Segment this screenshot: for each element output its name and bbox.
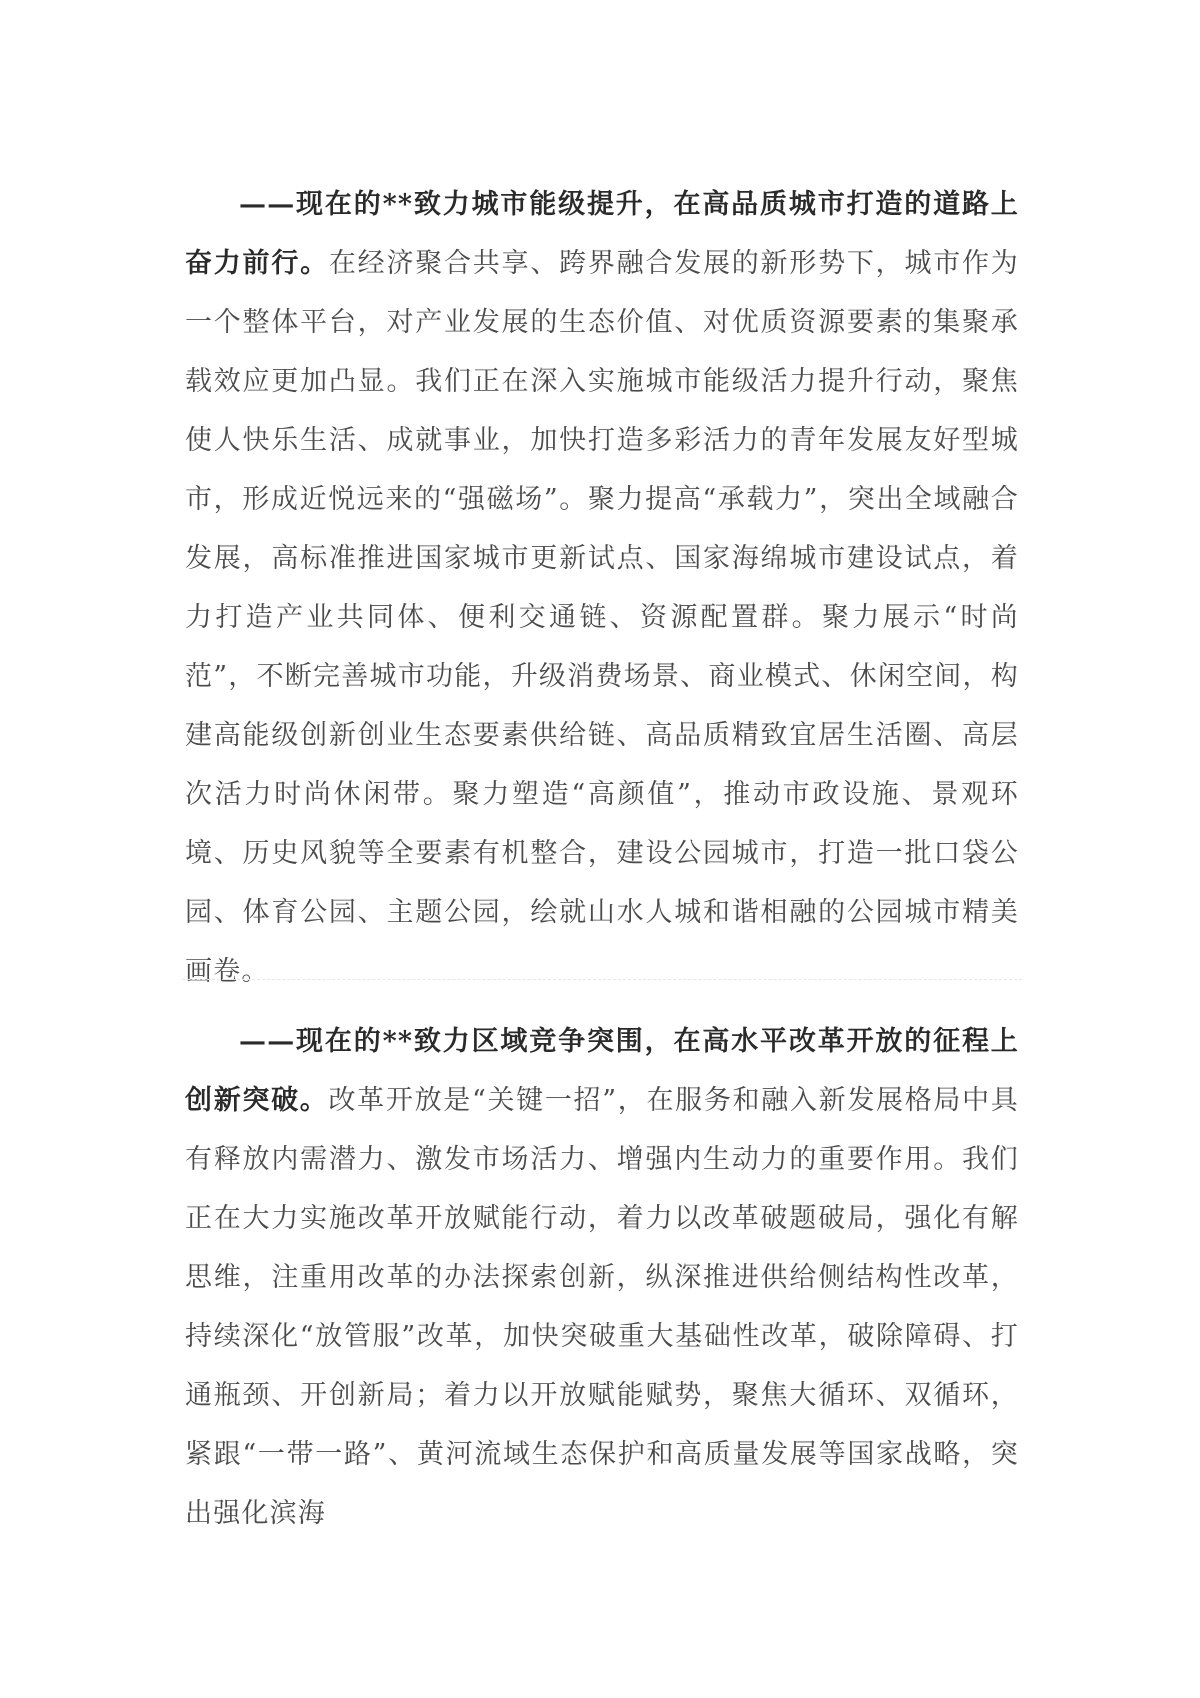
paragraph-reform-opening — [185, 1012, 1019, 1543]
paragraph-lead-heading: ——现在的**致力城市能级提升，在高品质城市打造的道路上奋力前行。 — [185, 189, 1019, 279]
paragraph-divider — [182, 979, 1022, 980]
paragraph-body-text: 在经济聚合共享、跨界融合发展的新形势下，城市作为一个整体平台，对产业发展的生态价值、对优质资源要素的集聚承载效应更加凸显。我们正在深入实施城市能级活力提升行动，聚焦使人快乐生活、成就事业，加快打造多彩活力的青年发展友好型城市，形成近悦远来的“强磁场”。聚力提高“承载力”，突出全域融合发展，高标准推进国家城市更新试点、国家海绵城市建设试点，着力打造产业共同体、便利交通链、资源配置群。聚力展示“时尚范”，不断完善城市功能，升级消费场景、商业模式、休闲空间，构建高能级创新创业生态要素供给链、高品质精致宜居生活圈、高层次活力时尚休闲带。聚力塑造“高颜值”，推动市政设施、景观环境、历史风貌等全要素有机整合，建设公园城市，打造一批口袋公园、体育公园、主题公园，绘就山水人城和谐相融的公园城市精美画卷。 — [185, 248, 1019, 987]
paragraph-body-text: 改革开放是“关键一招”，在服务和融入新发展格局中具有释放内需潜力、激发市场活力、增强内生动力的重要作用。我们正在大力实施改革开放赋能行动，着力以改革破题破局，强化有解思维，注重用改革的办法探索创新，纵深推进供给侧结构性改革，持续深化“放管服”改革，加快突破重大基础性改革，破除障碍、打通瓶颈、开创新局；着力以开放赋能赋势，聚焦大循环、双循环，紧跟“一带一路”、黄河流域生态保护和高质量发展等国家战略，突出强化滨海 — [185, 1085, 1019, 1529]
paragraph-lead-heading: ——现在的**致力区域竞争突围，在高水平改革开放的征程上创新突破。 — [185, 1026, 1019, 1116]
paragraph-city-level — [185, 175, 1019, 1001]
